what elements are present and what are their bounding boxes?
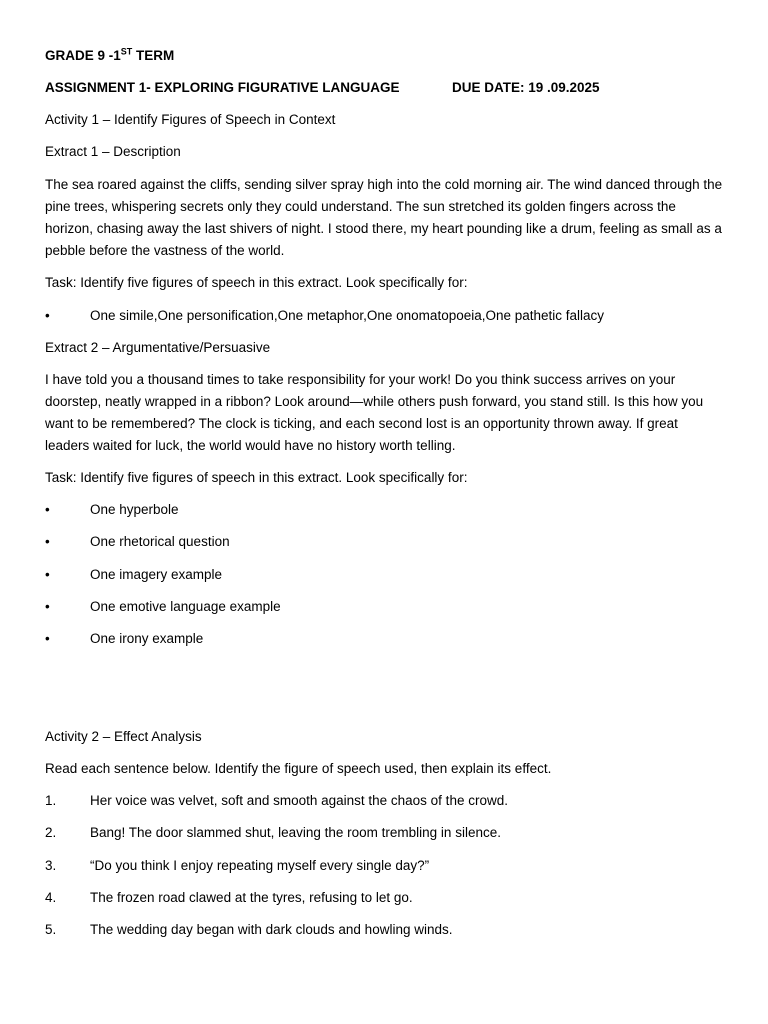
list-item-text: One imagery example: [90, 567, 223, 582]
extract2-title: Extract 2 – Argumentative/Persuasive: [45, 340, 271, 355]
extract2-task: Task: Identify five figures of speech in this extract. Look specifically for:: [45, 470, 468, 485]
activity2-instruction: Read each sentence below. Identify the figure of speech used, then explain its effect.: [45, 761, 552, 776]
item-number: 2.: [45, 825, 57, 840]
list-item-text: One hyperbole: [90, 502, 179, 517]
grade-heading: [45, 47, 174, 65]
extract2-list-item: [45, 566, 222, 584]
extract2-list-item: [45, 598, 281, 616]
numbered-item: [45, 921, 452, 939]
extract1-task: Task: Identify five figures of speech in this extract. Look specifically for:: [45, 275, 468, 290]
list-item-text: One emotive language example: [90, 599, 281, 614]
item-number: 4.: [45, 890, 57, 905]
item-text: Her voice was velvet, soft and smooth against the chaos of the crowd.: [90, 793, 508, 808]
assignment-title: ASSIGNMENT 1- EXPLORING FIGURATIVE LANGUAGE: [45, 80, 400, 95]
extract2-list-item: [45, 501, 179, 519]
due-date: DUE DATE: 19 .09.2025: [452, 80, 600, 95]
bullet-marker: •: [45, 502, 50, 517]
bullet-marker: •: [45, 534, 50, 549]
list-item-text: One simile,One personification,One metaphor,One onomatopoeia,One pathetic fallacy: [90, 308, 605, 323]
numbered-item: [45, 792, 508, 810]
extract1-text: The sea roared against the cliffs, sending silver spray high into the cold morning air. The wind danced through the pine trees, whispering secrets only they could understand. The sun stretched its golden fingers across the horizon, chasing away the last shivers of night. I stood there, my heart pounding like a drum, feeling as small as a pebble before the vastness of the world.: [45, 177, 723, 258]
item-text: “Do you think I enjoy repeating myself every single day?”: [90, 858, 430, 873]
bullet-marker: •: [45, 308, 50, 323]
item-number: 1.: [45, 793, 57, 808]
extract2-list-item: [45, 630, 203, 648]
item-text: The wedding day began with dark clouds and howling winds.: [90, 922, 453, 937]
activity1-title: Activity 1 – Identify Figures of Speech in Context: [45, 112, 336, 127]
item-number: 3.: [45, 858, 57, 873]
item-number: 5.: [45, 922, 57, 937]
bullet-marker: •: [45, 567, 50, 582]
grade-superscript: ST: [120, 46, 133, 57]
list-item-text: One irony example: [90, 631, 204, 646]
extract2-text: I have told you a thousand times to take responsibility for your work! Do you think success arrives on your doorstep, neatly wrapped in a ribbon? Look around—while others push forward, you stand still. Is this how you want to be remembered? The clock is ticking, and each second lost is an opportunity thrown away. If great leaders waited for luck, the world would have no history worth telling.: [45, 372, 704, 453]
grade-suffix: TERM: [132, 48, 175, 63]
extract1-title: Extract 1 – Description: [45, 144, 181, 159]
bullet-marker: •: [45, 631, 50, 646]
bullet-marker: •: [45, 599, 50, 614]
extract1-list-item: [45, 307, 604, 325]
extract2-list-item: [45, 533, 230, 551]
numbered-item: [45, 824, 501, 842]
item-text: Bang! The door slammed shut, leaving the room trembling in silence.: [90, 825, 501, 840]
numbered-item: [45, 889, 413, 907]
activity2-title: Activity 2 – Effect Analysis: [45, 729, 202, 744]
list-item-text: One rhetorical question: [90, 534, 230, 549]
numbered-item: [45, 857, 429, 875]
grade-prefix: GRADE 9 -1: [45, 48, 121, 63]
item-text: The frozen road clawed at the tyres, refusing to let go.: [90, 890, 413, 905]
